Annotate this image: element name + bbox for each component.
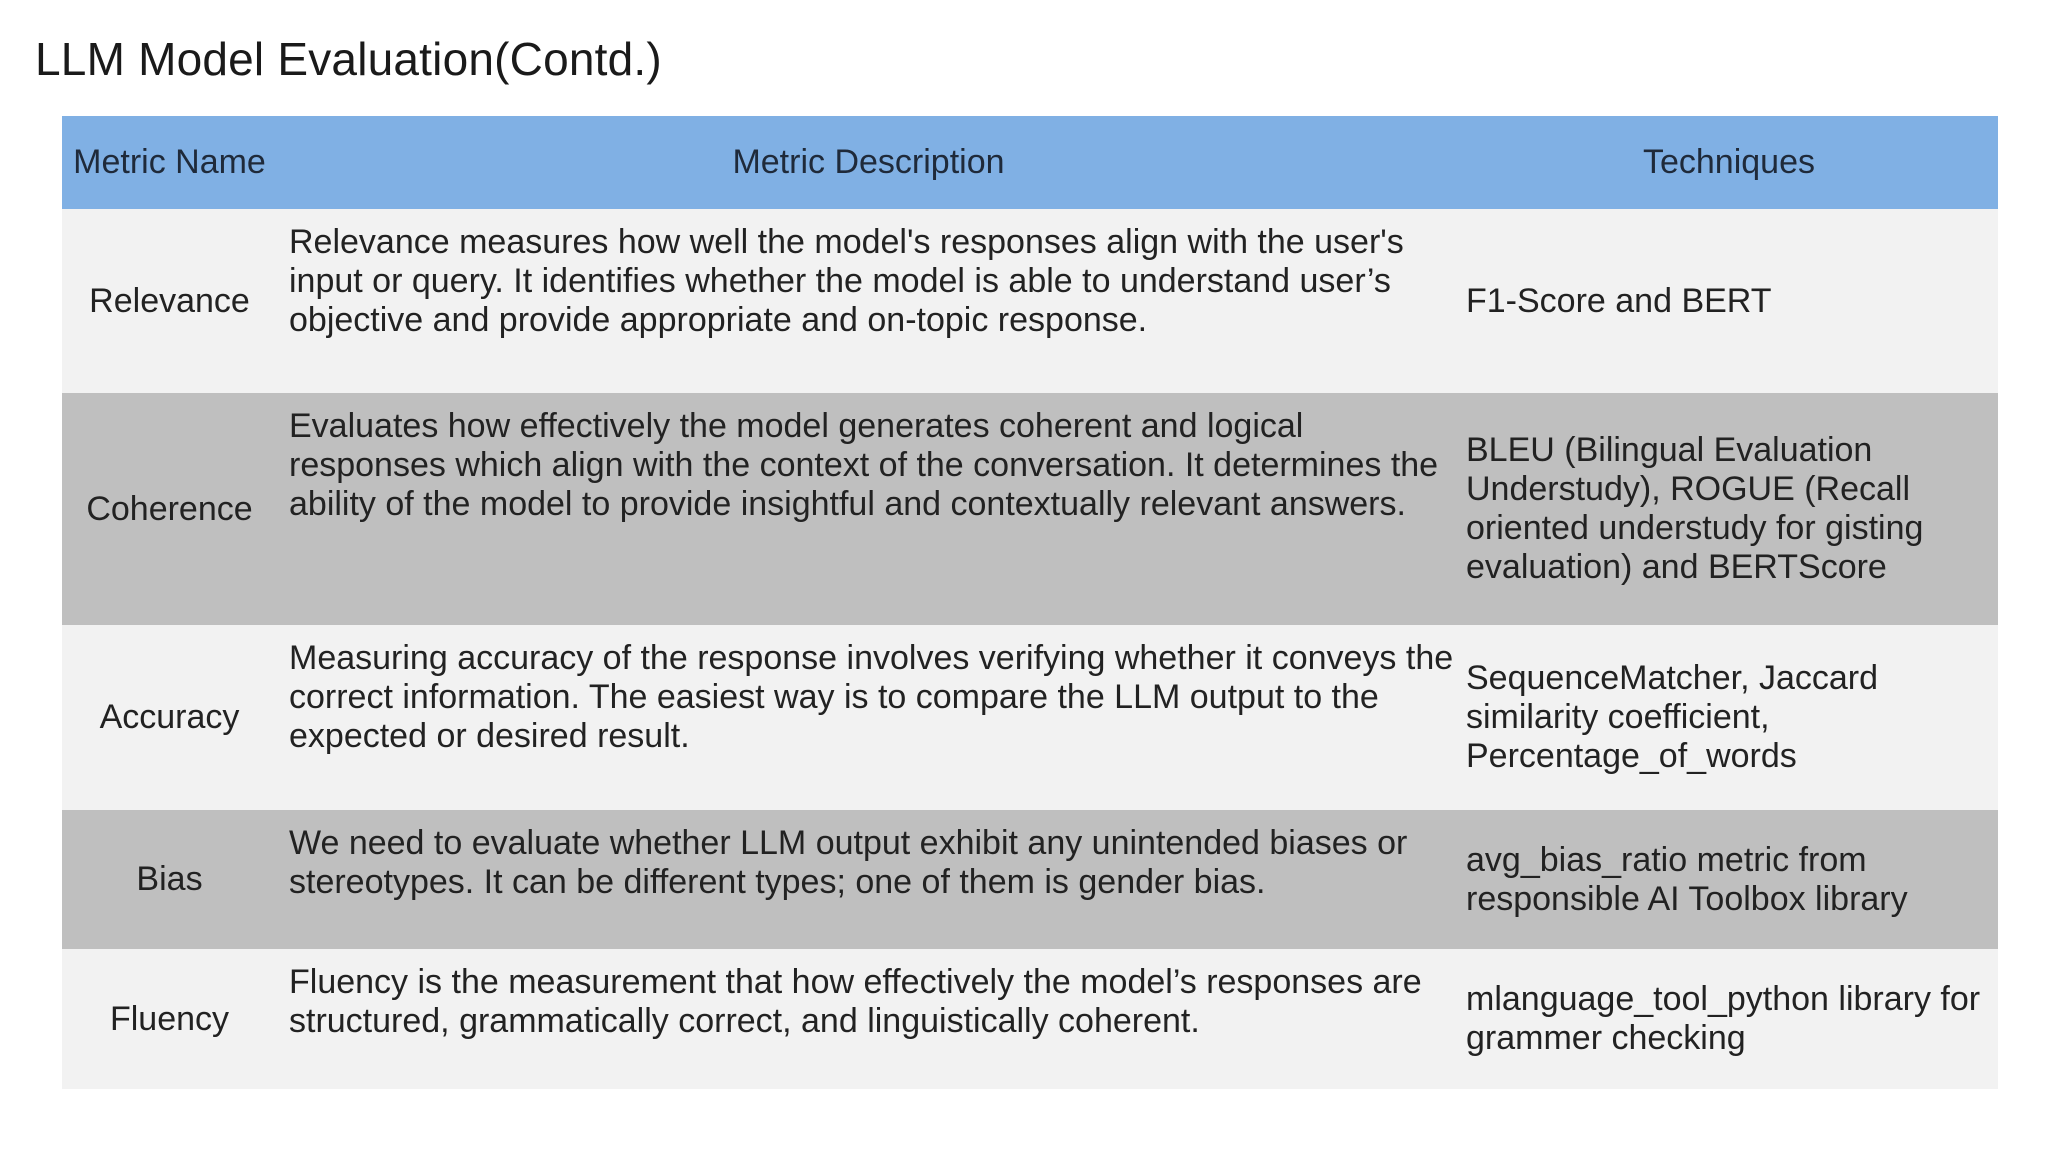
metric-name-cell: Bias (62, 810, 277, 949)
table-row (62, 625, 1998, 810)
page-title: LLM Model Evaluation(Contd.) (35, 33, 662, 85)
table-row (62, 393, 1998, 625)
table-row (62, 209, 1998, 393)
techniques-cell: avg_bias_ratio metric from responsible AI Toolbox library (1460, 810, 1998, 949)
metric-description-cell: Fluency is the measurement that how effectively the model’s responses are structured, grammatically correct, and linguistically coherent. (277, 949, 1460, 1089)
techniques-cell: F1-Score and BERT (1460, 209, 1998, 393)
table-row (62, 949, 1998, 1089)
header-metric-name: Metric Name (62, 116, 277, 209)
techniques-cell: mlanguage_tool_python library for grammer checking (1460, 949, 1998, 1089)
metric-description-cell: Evaluates how effectively the model generates coherent and logical responses which align with the context of the conversation. It determines the ability of the model to provide insightful and contextually relevant answers. (277, 393, 1460, 625)
metrics-table (62, 116, 1998, 1089)
header-metric-description: Metric Description (277, 116, 1460, 209)
header-techniques: Techniques (1460, 116, 1998, 209)
techniques-cell: BLEU (Bilingual Evaluation Understudy), ROGUE (Recall oriented understudy for gisting evaluation) and BERTScore (1460, 393, 1998, 625)
metric-name-cell: Accuracy (62, 625, 277, 810)
metric-description-cell: We need to evaluate whether LLM output exhibit any unintended biases or stereotypes. It can be different types; one of them is gender bias. (277, 810, 1460, 949)
metric-name-cell: Fluency (62, 949, 277, 1089)
table-row (62, 810, 1998, 949)
metric-description-cell: Measuring accuracy of the response involves verifying whether it conveys the correct information. The easiest way is to compare the LLM output to the expected or desired result. (277, 625, 1460, 810)
metric-name-cell: Coherence (62, 393, 277, 625)
techniques-cell: SequenceMatcher, Jaccard similarity coefficient, Percentage_of_words (1460, 625, 1998, 810)
metric-description-cell: Relevance measures how well the model's responses align with the user's input or query. It identifies whether the model is able to understand user’s objective and provide appropriate and on-topic response. (277, 209, 1460, 393)
table-header-row (62, 116, 1998, 209)
metric-name-cell: Relevance (62, 209, 277, 393)
